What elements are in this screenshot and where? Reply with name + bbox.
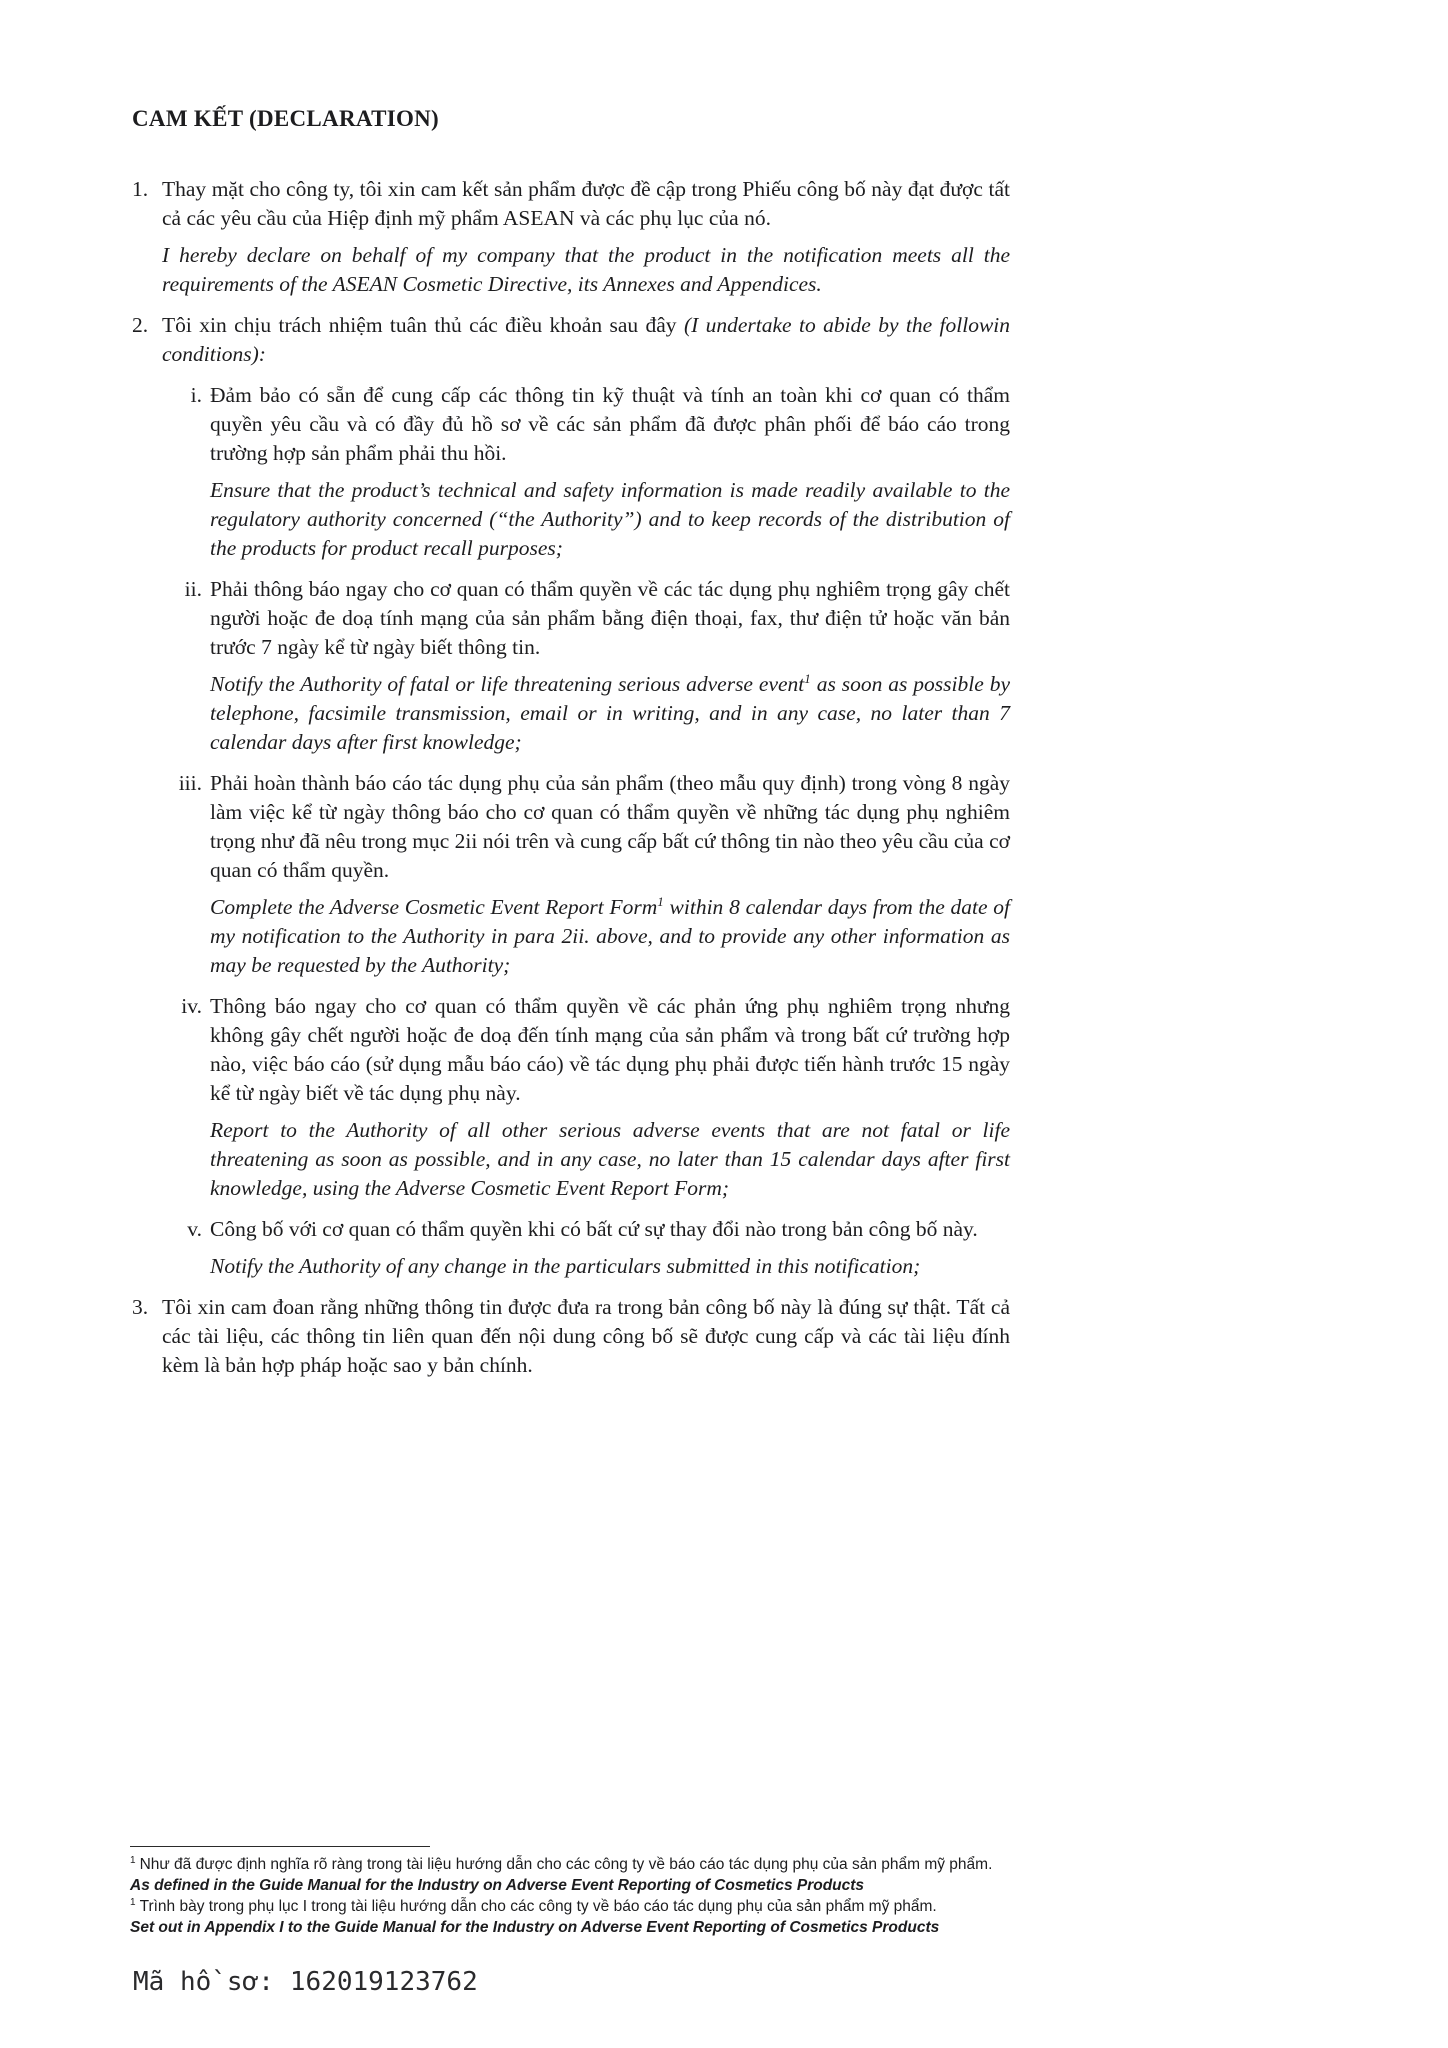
footnote-1-english: As defined in the Guide Manual for the Industry on Adverse Event Reporting of Cosmetics Products [130,1877,865,1894]
item-3-number: 3. [132,1295,149,1319]
condition-ii-marker: ii. [184,577,202,601]
condition-v-marker: v. [187,1217,202,1241]
condition-v-vietnamese-text: Công bố với cơ quan có thẩm quyền khi có bất cứ sự thay đổi nào trong bản công bố này. [210,1217,978,1241]
item-1-number: 1. [132,177,149,201]
condition-item-iv [162,992,1010,1203]
condition-i-marker: i. [190,383,202,407]
footnote-reference-1: 1 [804,670,811,686]
declaration-item-2 [132,311,1010,1281]
condition-iii-english-after-ref: within 8 calendar days from the date of my notification to the Authority in para 2ii. above, and to provide any other information as may be requested by the Authority; [210,895,1010,977]
condition-i-english-text: Ensure that the product’s technical and safety information is made readily available to the regulatory authority concerned (“the Authority”) and to keep records of the distribution of the products for product recall purposes; [210,478,1010,560]
condition-ii-english-after-ref: as soon as possible by telephone, facsimile transmission, email or in writing, and in any case, no later than 7 calendar days after first knowledge; [210,672,1010,754]
footnote-1-vietnamese [130,1854,1010,1875]
condition-iii-vietnamese-text: Phải hoàn thành báo cáo tác dụng phụ của sản phẩm (theo mẫu quy định) trong vòng 8 ngày làm việc kể từ ngày thông báo cho cơ quan có thẩm quyền về những tác dụng phụ nghiêm trọng như đã nêu trong mục 2ii nói trên và cung cấp bất cứ thông tin nào theo yêu cầu của cơ quan có thẩm quyền. [210,771,1010,882]
footnotes-section [130,1846,1010,1938]
file-code-value: 162019123762 [289,1967,478,1997]
condition-v-english-text: Notify the Authority of any change in the particulars submitted in this notification; [210,1254,921,1278]
item-1-vietnamese-text: Thay mặt cho công ty, tôi xin cam kết sản phẩm được đề cập trong Phiếu công bố này đạt được tất cả các yêu cầu của Hiệp định mỹ phẩm ASEAN và các phụ lục của nó. [162,177,1010,230]
file-code [133,1968,478,1997]
condition-item-i [162,381,1010,563]
item-1-english-text: I hereby declare on behalf of my company that the product in the notification meets all the requirements of the ASEAN Cosmetic Directive, its Annexes and Appendices. [162,243,1010,296]
document-content [132,104,1010,1380]
item-2-lead-vietnamese: Tôi xin chịu trách nhiệm tuân thủ các điều khoản sau đây [162,313,684,337]
condition-i-vietnamese-text: Đảm bảo có sẵn để cung cấp các thông tin kỹ thuật và tính an toàn khi cơ quan có thẩm quyền yêu cầu và có đầy đủ hồ sơ về các sản phẩm đã được phân phối để báo cáo trong trường hợp sản phẩm phải thu hồi. [210,383,1010,465]
footnote-1-marker: 1 [130,1854,136,1866]
item-2-number: 2. [132,313,149,337]
item-2-lead [162,311,1010,369]
condition-iii-english-text [210,893,1010,980]
footnote-2-marker: 1 [130,1896,136,1908]
condition-iii-english-before-ref: Complete the Adverse Cosmetic Event Report Form [210,895,658,919]
footnote-2-vietnamese-text: Trình bày trong phụ lục I trong tài liệu hướng dẫn cho các công ty về báo cáo tác dụng phụ của sản phẩm mỹ phẩm. [139,1898,937,1915]
condition-ii-vietnamese-text: Phải thông báo ngay cho cơ quan có thẩm quyền về các tác dụng phụ nghiêm trọng gây chết người hoặc đe doạ tính mạng của sản phẩm bằng điện thoại, fax, thư điện tử hoặc văn bản trước 7 ngày kể từ ngày biết thông tin. [210,577,1010,659]
condition-ii-english-text [210,670,1010,757]
condition-item-v [162,1215,1010,1281]
condition-iv-vietnamese-text: Thông báo ngay cho cơ quan có thẩm quyền về các phản ứng phụ nghiêm trọng nhưng không gây chết người hoặc đe doạ đến tính mạng của sản phẩm và trong bất cứ trường hợp nào, việc báo cáo (sử dụng mẫu báo cáo) về tác dụng phụ phải được tiến hành trước 15 ngày kể từ ngày biết về tác dụng phụ này. [210,994,1010,1105]
footnote-divider [130,1846,430,1847]
condition-ii-english-before-ref: Notify the Authority of fatal or life threatening serious adverse event [210,672,805,696]
condition-iv-marker: iv. [181,994,202,1018]
condition-iii-marker: iii. [178,771,202,795]
footnote-2-vietnamese [130,1896,1010,1917]
item-2-lead-english: (I undertake to abide by the followin conditions): [162,313,1011,366]
declaration-item-3 [132,1293,1010,1380]
footnote-reference-1: 1 [657,893,664,909]
item-3-vietnamese-text: Tôi xin cam đoan rằng những thông tin được đưa ra trong bản công bố này là đúng sự thật. Tất cả các tài liệu, các thông tin liên quan đến nội dung công bố sẽ được cung cấp và các tài liệu đính kèm là bản hợp pháp hoặc sao y bản chính. [162,1295,1010,1377]
footnote-2-english: Set out in Appendix I to the Guide Manual for the Industry on Adverse Event Reporting of Cosmetics Products [130,1919,940,1936]
declaration-item-1 [132,175,1010,299]
condition-item-ii [162,575,1010,757]
footnote-1-vietnamese-text: Như đã được định nghĩa rõ ràng trong tài liệu hướng dẫn cho các công ty về báo cáo tác dụng phụ của sản phẩm mỹ phẩm. [139,1856,993,1873]
condition-iv-english-text: Report to the Authority of all other serious adverse events that are not fatal or life threatening as soon as possible, and in any case, no later than 15 calendar days after first knowledge, using the Adverse Cosmetic Event Report Form; [210,1118,1010,1200]
document-title: CAM KẾT (DECLARATION) [132,106,440,131]
file-code-label: Mã hồ sơ: [133,1967,274,1997]
condition-item-iii [162,769,1010,980]
